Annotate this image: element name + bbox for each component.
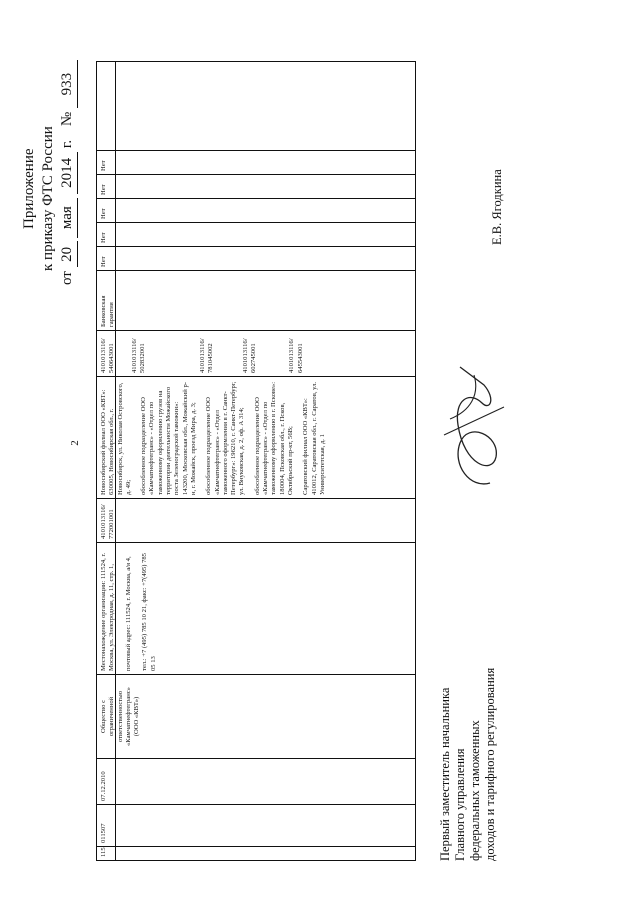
month-value: мая [58, 198, 78, 238]
inn-kpp: 4101013116/ 772001001 [100, 504, 116, 539]
cell-flag-3 [97, 198, 415, 222]
appendix-date-line [58, 45, 78, 285]
reg-number: 011507 [100, 823, 107, 843]
guarantee-type: Банковская гарантия [100, 295, 116, 327]
cell-flag-4 [97, 174, 415, 198]
organization-name: Общество с ограниченной ответственностью «Камчатнефтегранс» (ООО «КВТ») [100, 687, 141, 746]
signatory-line-1: Первый заместитель начальника [438, 687, 452, 861]
branch-item: обособленное подразделение ООО «Камчатнефтегранс» - «Отдел таможенного оформления в г. Санкт-Петербург»: 196210, г. Санкт-Петербург, ул. Внуковская, д. 2, оф. А 314; [205, 381, 246, 495]
cell-address [97, 542, 415, 674]
year-value: 2014 [58, 152, 78, 194]
page-number: 2 [68, 440, 81, 446]
signatory-title [438, 501, 498, 861]
cell-date [97, 758, 415, 804]
table-divider [115, 62, 116, 860]
row-index: 115 [100, 847, 107, 857]
cell-index [97, 846, 415, 860]
signatory-line-3: федеральных таможенных [468, 720, 482, 861]
flag-value: Нет [100, 184, 107, 195]
branch-code: 4101013116/ 502832001 [130, 338, 146, 373]
document-page [20, 35, 620, 875]
cell-flag-1 [97, 246, 415, 270]
cell-flag-2 [97, 222, 415, 246]
number-label: № [59, 111, 75, 127]
from-label: от [59, 271, 75, 285]
rotated-content [20, 35, 620, 875]
cell-guarantee [97, 270, 415, 330]
branch-item: Саратовский филиал ООО «КВТ»: 410012, Саратовская обл., г. Саратов, ул. Университетская, д. 1 [302, 381, 326, 495]
flag-value: Нет [100, 256, 107, 267]
registry-table [96, 61, 416, 861]
signatory-line-4: доходов и тарифного регулирования [483, 667, 497, 861]
cell-branches [97, 376, 415, 498]
organization-address: Местонахождение организации: 111524, г. Москва, ул. Электродная, д. 11, стр. 1, почтовый адрес: 111524, г. Москва, а/я 4, тел.: +7 (495) 785 10 21, факс: +7(495) 785 05 13 [100, 552, 157, 671]
branch-item: Новосибирский филиал ООО «КВТ»: 630005, Новосибирская обл., г. Новосибирск, ул. Николая Островского, д. 49; [100, 382, 132, 495]
signature-image [430, 355, 520, 495]
year-suffix: г. [59, 139, 75, 149]
branch-code: 4101013116/ 781045002 [199, 338, 215, 373]
appendix-header [20, 45, 78, 285]
inclusion-date: 07.12.2010 [100, 771, 107, 801]
order-number: 933 [58, 60, 78, 108]
cell-branch-codes [97, 330, 415, 376]
branch-code: 4101013116/ 602745001 [241, 338, 258, 373]
flag-value: Нет [100, 208, 107, 219]
cell-organization [97, 674, 415, 758]
cell-reg-number [97, 804, 415, 846]
cell-inn-kpp [97, 498, 415, 542]
branch-item: обособленное подразделение ООО «Камчатнефтегранс» - «Отдел по таможенному оформлению грузов на территории деятельности Можайского поста Зеленоградской таможни»: 143200, Московская обл., Можайский р-н, г. Можайск, проезд Мира, д. 3; [140, 382, 197, 495]
branch-item: обособленное подразделение ООО «Камчатнефтегранс» - «Отдел по таможенному оформлению в г. Пскове»: 180004, Псковская обл., г. Псков, Октябрьский пр-кт, 56В; [253, 381, 294, 495]
cell-flag-5 [97, 150, 415, 174]
branch-code: 4101013116/ 645543001 [288, 338, 304, 373]
signatory-name: Е.В. Ягодкина [490, 169, 504, 245]
cell-empty [97, 62, 415, 150]
day-value: 20 [58, 241, 78, 267]
signatory-line-2: Главного управления [453, 748, 467, 861]
flag-value: Нет [100, 232, 107, 243]
appendix-title: Приложение [21, 148, 37, 229]
branch-code: 4101013116/ 540643001 [100, 338, 116, 373]
appendix-order: к приказу ФТС России [40, 126, 56, 271]
flag-value: Нет [100, 160, 107, 171]
